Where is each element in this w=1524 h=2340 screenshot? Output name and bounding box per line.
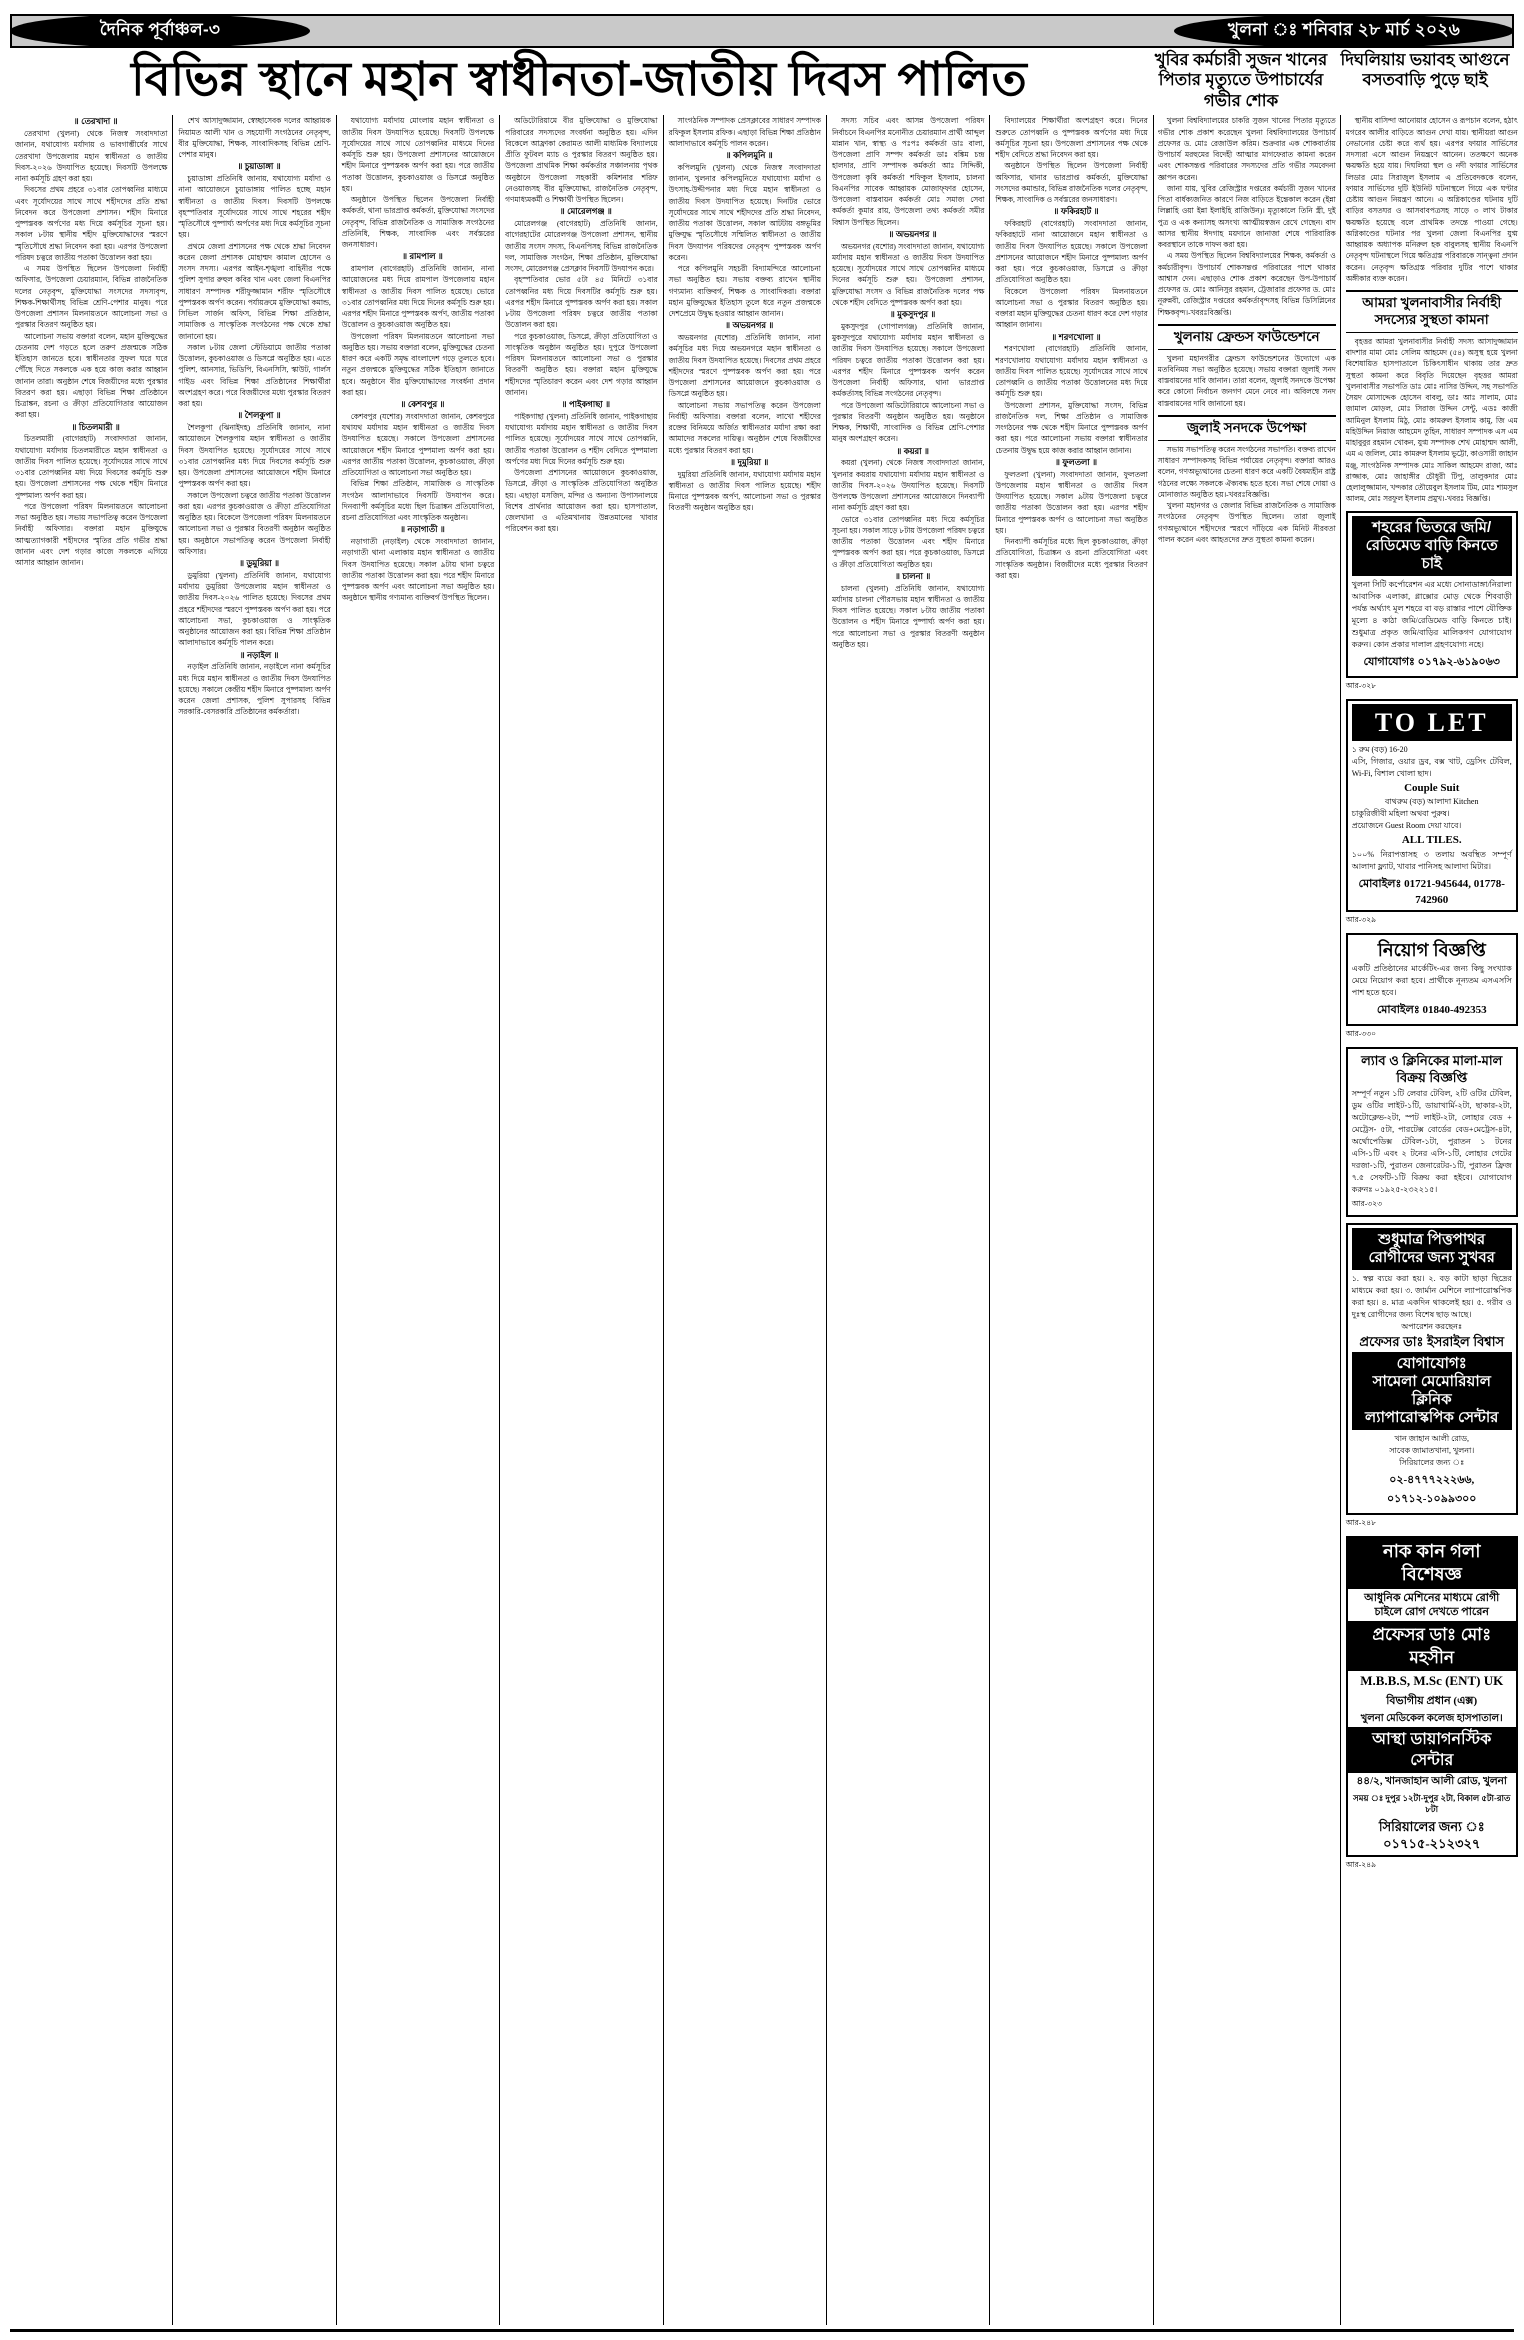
ad-ref-lab-clinic: আর-৩২৩	[1351, 1198, 1383, 1208]
paragraph: ১. স্বল্প ব্যয়ে করা হয়। ২. বড় কাটা ছাড়া ছিদ্রের মাধ্যমে করা হয়। ৩. জার্মান মেশিনে ল্যাপারোস্কপিক করা হয়। ৪. মাত্র একদিন থাকলেই হয়। ৫. গরীব ও দুঃস্থ রোগীদের জন্য বিশেষ ছাড় আছে।	[1351, 1273, 1512, 1319]
address-line: খান জাহান আলী রোড,	[1394, 1434, 1470, 1444]
column-text	[669, 115, 821, 513]
ad-gallstone-title	[1352, 1228, 1512, 1270]
ad-ent-post-1: বিভাগীয় প্রধান (এক্স)	[1386, 1694, 1478, 1707]
paragraph: নড়াইল প্রতিনিধি জানান, নড়াইলে নানা কর্মসূচির মধ্য দিয়ে মহান স্বাধীনতা ও জাতীয় দিবস উদযাপিত হয়েছে। সকালে কেন্দ্রীয় শহীদ মিনারে পুষ্পমাল্য অর্পণ করেন জেলা প্রশাসক, পুলিশ সুপারসহ বিভিন্ন সরকারি-বেসরকারি প্রতিষ্ঠানের কর্মকর্তারা।	[178, 662, 331, 717]
ad-ent-post-2: খুলনা মেডিকেল কলেজ হাসপাতাল।	[1348, 1710, 1516, 1728]
ad-to-let-title: TO LET	[1352, 704, 1512, 741]
paragraph: পরে উপজেলা পরিষদ মিলনায়তনে আলোচনা সভা অনুষ্ঠিত হয়। সভায় সভাপতিত্ব করেন উপজেলা নির্বাহী অফিসার। বক্তারা মহান মুক্তিযুদ্ধে আত্মত্যাগকারী শহীদদের স্মৃতির প্রতি গভীর শ্রদ্ধা জানান এবং দেশ গড়ার কাজে সকলকে এগিয়ে আসার আহ্বান জানান।	[15, 501, 168, 568]
paragraph: ফকিরহাট (বাগেরহাট) সংবাদদাতা জানান, ফকিরহাটে নানা আয়োজনে মহান স্বাধীনতা ও জাতীয় দিবস উদযাপিত হয়েছে। সকালে উপজেলা প্রশাসনের আয়োজনে শহীদ মিনারে পুষ্পমাল্য অর্পণ করা হয়। পরে কুচকাওয়াজ, ডিসপ্লে ও ক্রীড়া প্রতিযোগিতা অনুষ্ঠিত হয়।	[995, 219, 1148, 285]
paragraph: প্রয়োজনে Guest Room দেয়া যাবে।	[1351, 821, 1462, 831]
page-bottom-rule	[10, 2329, 1514, 2332]
side-headline-left: খুবির কর্মচারী সুজন খানের পিতার মৃত্যুতে উপাচার্যের গভীর শোক	[1154, 51, 1328, 110]
paragraph: খুলনা মহানগরীর ফ্রেন্ডস ফাউন্ডেশনের উদ্যোগে এক মতবিনিময় সভা অনুষ্ঠিত হয়েছে। সভায় বক্তারা জুলাই সনদ বাস্তবায়নের দাবি জানান। তারা বলেন, জুলাই সনদকে উপেক্ষা করে কোনো নির্বাচন জনগণ মেনে নেবে না। অবিলম্বে সনদ বাস্তবায়নের দাবি জানানো হয়।	[1157, 353, 1336, 408]
paragraph: রামপাল (বাগেরহাট) প্রতিনিধি জানান, নানা আয়োজনের মধ্য দিয়ে রামপাল উপজেলায় মহান স্বাধীনতা ও জাতীয় দিবস পালিত হয়েছে। ভোরে ৩১বার তোপধ্বনির মধ্য দিয়ে দিনের কর্মসূচি শুরু হয়। এরপর শহীদ মিনারে পুষ্পস্তবক অর্পণ, জাতীয় পতাকা উত্তোলন ও কুচকাওয়াজ অনুষ্ঠিত হয়।	[341, 264, 495, 330]
ad-to-let-phone[interactable]	[1352, 875, 1512, 906]
ad-ref-gallstone: আর-২৪৮	[1345, 1518, 1377, 1528]
ad-recruitment-body	[1352, 963, 1512, 999]
section-subhead: ॥ ফকিরহাট ॥	[1053, 206, 1099, 217]
column-text	[505, 115, 657, 534]
ad-to-let[interactable]	[1346, 699, 1518, 912]
paragraph: অভয়নগর (যশোর) সংবাদদাতা জানান, যথাযোগ্য মর্যাদায় মহান স্বাধীনতা ও জাতীয় দিবস উদযাপিত হয়েছে। সূর্যোদয়ের সাথে সাথে তোপধ্বনির মাধ্যমে দিনের কর্মসূচি শুরু হয়। উপজেলা প্রশাসন, মুক্তিযোদ্ধা সংসদ ও বিভিন্ন রাজনৈতিক দলের পক্ষ থেকে শহীদ বেদিতে পুষ্পস্তবক অর্পণ করা হয়।	[831, 241, 985, 307]
ad-ent-address: ৪৪/২, খানজাহান আলী রোড, খুলনা	[1356, 1776, 1507, 1788]
address-line: সাবেক জামাতখানা, খুলনা।	[1389, 1446, 1475, 1456]
ad-ent-sub	[1348, 1589, 1516, 1623]
paragraph: শরণখোলা (বাগেরহাট) প্রতিনিধি জানান, শরণখোলায় যথাযোগ্য মর্যাদায় মহান স্বাধীনতা ও জাতীয় দিবস পালিত হয়েছে। সূর্যোদয়ের সাথে সাথে তোপধ্বনি ও জাতীয় পতাকা উত্তোলনের মধ্য দিয়ে কর্মসূচি শুরু হয়।	[995, 344, 1148, 399]
paragraph: সভায় সভাপতিত্ব করেন সংগঠনের সভাপতি। বক্তব্য রাখেন সাধারণ সম্পাদকসহ বিভিন্ন পর্যায়ের নেতৃবৃন্দ। বক্তারা আরও বলেন, গণঅভ্যুত্থানের চেতনা ধারণ করে একটি বৈষম্যহীন রাষ্ট্র গঠনের লক্ষ্যে সকলকে ঐক্যবদ্ধ হতে হবে। সভা শেষে দোয়া ও মোনাজাত অনুষ্ঠিত হয়।-খবরঃবিজ্ঞপ্তি।	[1157, 444, 1336, 499]
column-text	[832, 115, 984, 650]
paragraph: ১ রুম (বড়) 16-20	[1351, 744, 1408, 754]
section-subhead: ॥ চুয়াডাঙ্গা ॥	[237, 161, 281, 172]
paragraph: এ সময় উপস্থিত ছিলেন বিশ্ববিদ্যালয়ের শিক্ষক, কর্মকর্তা ও কর্মচারীবৃন্দ। উপাচার্য শোকসন্তপ্ত পরিবারের পাশে থাকার আশ্বাস দেন। এছাড়াও শোক প্রকাশ করেছেন উপ-উপাচার্য প্রফেসর ড. মোঃ আনিসুর রহমান, ট্রেজারার প্রফেসর ড. মোঃ নূরুন্নবী, রেজিস্ট্রার দপ্তরের কর্মকর্তাবৃন্দসহ বিভিন্ন ডিসিপ্লিনের শিক্ষকবৃন্দ।-খবরঃবিজ্ঞপ্তি।	[1157, 251, 1336, 317]
rail-deck-headline-2: জুলাই সনদকে উপেক্ষা	[1158, 415, 1336, 441]
ad-ref-land-house: আর-৩২৮	[1345, 680, 1377, 690]
column-text	[995, 115, 1147, 581]
ad-lab-clinic[interactable]	[1346, 1047, 1518, 1217]
ad-recruitment[interactable]	[1346, 933, 1518, 1027]
rail-left-text-3	[1158, 444, 1336, 545]
phone-number[interactable]: 01778-742960	[1415, 877, 1505, 906]
paragraph: খুলনা সিটি কর্পোরেশন এর মধ্যে সোনাডাঙ্গা/নিরালা আবাসিক এলাকা, গ্লাক্সোর মোড় থেকে শিববাড়ী পর্যন্ত অর্থ্যাৎ মূল শহরে বা বড় রাস্তার পাশে যৌক্তিক মূল্যে ৪ কাঠা জমি/রেডিমেড বাড়ি কিনতে চাই। শুধুমাত্র প্রকৃত জমি/বাড়ির মালিকগণ যোগাযোগ করুন। কোন প্রকার দালাল গ্রহণযোগ্য নহে।	[1351, 579, 1512, 649]
paragraph: অডিটোরিয়ামে বীর মুক্তিযোদ্ধা ও মুক্তিযোদ্ধা পরিবারের সদস্যদের সংবর্ধনা অনুষ্ঠিত হয়। এদিন বিকেলে আফ্রাকা কেরামত আলী মাধ্যমিক বিদ্যালয়ে প্রীতি ফুটবল ম্যাচ ও পুরস্কার বিতরণ অনুষ্ঠিত হয়। উপজেলা প্রাথমিক শিক্ষা কর্মকর্তার সঞ্চালনায় পৃথক অনুষ্ঠানে উপজেলা সহকারী কমিশনার শরিফ নেওয়াজসহ বীর মুক্তিযোদ্ধা, রাজনৈতিক নেতৃবৃন্দ, গণমাধ্যমকর্মী ও শিক্ষার্থী উপস্থিত ছিলেন।	[505, 116, 658, 205]
address-line: সিরিয়ালের জন্য ঃ	[1399, 1458, 1465, 1468]
ad-title-line: শুধুমাত্র পিত্তপাথর	[1378, 1230, 1486, 1248]
paragraph: মোরেলগঞ্জ (বাগেরহাট) প্রতিনিধি জানান, বাগেরহাটের মোরেলগঞ্জ উপজেলা প্রশাসন, স্থানীয় জাতীয় সংসদ সদস্য, বিএনপিসহ বিভিন্ন রাজনৈতিক দল, সামাজিক সংগঠন, শিক্ষা প্রতিষ্ঠান, মুক্তিযোদ্ধা সংসদ, মোরেলগঞ্জ প্রেসক্লাব দিবসটি উদযাপন করে।	[505, 219, 658, 274]
section-subhead: ॥ কয়রা ॥	[896, 445, 929, 456]
paragraph: সকাল ৮টায় জেলা স্টেডিয়ামে জাতীয় পতাকা উত্তোলন, কুচকাওয়াজ ও ডিসপ্লে অনুষ্ঠিত হয়। এতে পুলিশ, আনসার, ভিডিপি, বিএনসিসি, স্কাউট, গার্লস গাইড এবং বিভিন্ন শিক্ষা প্রতিষ্ঠানের শিক্ষার্থীরা অংশগ্রহণ করে। পরে বিজয়ীদের মধ্যে পুরস্কার বিতরণ করা হয়।	[178, 342, 331, 409]
paragraph: অভয়নগর (যশোর) প্রতিনিধি জানান, নানা কর্মসূচির মধ্য দিয়ে অভয়নগরে মহান স্বাধীনতা ও জাতীয় দিবস উদযাপিত হয়েছে। দিবসের প্রথম প্রহরে শহীদদের স্মরণে পুষ্পস্তবক অর্পণ করা হয়। পরে উপজেলা প্রশাসনের আয়োজনে কুচকাওয়াজ ও ডিসপ্লে অনুষ্ঠিত হয়।	[668, 333, 821, 399]
paragraph: চুয়াডাঙ্গা প্রতিনিধি জানায়, যথাযোগ্য মর্যাদা ও নানা আয়োজনে চুয়াডাঙ্গায় পালিত হচ্ছে মহান স্বাধীনতা ও জাতীয় দিবস। দিবসটি উপলক্ষে বৃহস্পতিবার সূর্যোদয়ের সাথে সাথে শহরের শহীদ স্মৃতিসৌধে পুষ্পার্ঘ্য অর্পণের মধ্য দিয়ে কর্মসূচির সূচনা হয়।	[178, 174, 331, 240]
rail-column-right	[1340, 115, 1518, 2325]
rail-deck-headline-3: আমরা খুলনাবাসীর নির্বাহী সদস্যের সুস্থতা কামনা	[1346, 290, 1518, 333]
text-column	[500, 115, 663, 2325]
ad-recruitment-phone[interactable]: মোবাইলঃ 01840-492353	[1376, 1004, 1487, 1017]
paragraph: ১০০% নিরাপত্তাসহ ৩ তলায় অবস্থিত সম্পূর্ণ আলাদা ফ্ল্যাট, খাবার পানিসহ আলাদা মিটার।	[1351, 849, 1512, 871]
rail-right-text-2	[1346, 336, 1518, 505]
contact-line: যোগাযোগঃ	[1396, 1355, 1467, 1373]
paragraph: এ সময় উপস্থিত ছিলেন উপজেলা নির্বাহী অফিসার, উপজেলা চেয়ারম্যান, বিভিন্ন রাজনৈতিক দলের নেতৃবৃন্দ, মুক্তিযোদ্ধা সংসদের সদস্যবৃন্দ, শিক্ষক-শিক্ষার্থীসহ বিভিন্ন শ্রেণি-পেশার মানুষ। পরে উপজেলা প্রশাসন মিলনায়তনে আলোচনা সভা ও পুরস্কার বিতরণ অনুষ্ঠিত হয়।	[15, 264, 168, 330]
masthead-title-pill: দৈনিক পূর্বাঞ্চল-৩	[10, 14, 310, 48]
paragraph: ফুলতলা (খুলনা) সংবাদদাতা জানান, ফুলতলা উপজেলায় মহান স্বাধীনতা ও জাতীয় দিবস উদযাপিত হয়েছে। সকাল ৯টায় উপজেলা চত্বরে জাতীয় পতাকা উত্তোলন করা হয়। এরপর শহীদ মিনারে পুষ্পস্তবক অর্পণ ও আলোচনা সভা অনুষ্ঠিত হয়।	[995, 469, 1148, 535]
paragraph: সদস্য সচিব এবং আসন্ন উপজেলা পরিষদ নির্বাচনে বিএনপির মনোনীত চেয়ারম্যান প্রার্থী আব্দুল মান্নান খান, স্বাস্থ্য ও পঃপঃ কর্মকর্তা ডাঃ বালা, উপজেলা প্রাণি সম্পদ কর্মকর্তা ডাঃ বঙ্কিম চন্দ্র হালদার, প্রাণি সম্পাদক কর্মকর্তা আঃ সিদ্দিকী, উপজেলা কৃষি কর্মকর্তা শফিকুল ইসলাম, চালনা বিএনপির সাবেক আহ্বায়ক মোজাফ্ফার হোসেন, উপজেলা বাস্তবায়ন কর্মকর্তা মোঃ সমাজ সেবা কর্মকর্তা কুমার রায়, উপজেলা তথ্য কর্মকর্তা সমীর বিশ্বাস উপস্থিত ছিলেন।	[831, 116, 985, 227]
paragraph: বিদ্যালয়ের শিক্ষার্থীরা অংশগ্রহণ করে। দিনের শুরুতে তোপধ্বনি ও পুষ্পস্তবক অর্পণের মধ্য দিয়ে কর্মসূচির সূচনা হয়। উপজেলা প্রশাসনের পক্ষ থেকে শহীদ বেদিতে শ্রদ্ধা নিবেদন করা হয়।	[995, 116, 1148, 160]
paragraph: দুমুরিয়া প্রতিনিধি জানান, যথাযোগ্য মর্যাদায় মহান স্বাধীনতা ও জাতীয় দিবস পালিত হয়েছে। শহীদ মিনারে পুষ্পস্তবক অর্পণ, আলোচনা সভা ও পুরস্কার বিতরণী অনুষ্ঠান অনুষ্ঠিত হয়।	[668, 469, 821, 513]
ad-gallstone-doctor: প্রফেসর ডাঃ ইসরাইল বিশ্বাস	[1359, 1333, 1505, 1349]
page-body	[10, 115, 1518, 2325]
paragraph: অনুষ্ঠানে উপস্থিত ছিলেন উপজেলা নির্বাহী কর্মকর্তা, থানা ভারপ্রাপ্ত কর্মকর্তা, মুক্তিযোদ্ধা সংসদের নেতৃবৃন্দ, বিভিন্ন রাজনৈতিক ও সামাজিক সংগঠনের প্রতিনিধি, শিক্ষক, সাংবাদিক এবং সর্বস্তরের জনসাধারণ।	[341, 195, 495, 250]
section-subhead: ॥ কেশবপুর ॥	[400, 399, 445, 410]
ad-ent-doctor: প্রফেসর ডাঃ মোঃ মহসীন	[1348, 1622, 1516, 1670]
section-subhead: ॥ ফুলতলা ॥	[1055, 456, 1097, 467]
paragraph: পরে উপজেলা অডিটোরিয়ামে আলোচনা সভা ও পুরস্কার বিতরণী অনুষ্ঠান অনুষ্ঠিত হয়। অনুষ্ঠানে শিক্ষক, শিক্ষার্থী, সাংবাদিক ও বিভিন্ন শ্রেণি-পেশার মানুষ অংশগ্রহণ করেন।	[831, 400, 985, 444]
paragraph: বাথরুম (বড়) আলাদা Kitchen	[1384, 797, 1479, 807]
text-column	[664, 115, 827, 2325]
section-subhead: ॥ মুকসুদপুর ॥	[890, 309, 936, 320]
paragraph: একটি প্রতিষ্ঠানের মার্কেটিং-এর জন্য কিছু সংখ্যাক মেয়ে নিয়োগ করা হবে। প্রার্থীকে নূন্যতম এসএসসি পাশ হতে হবে।	[1351, 964, 1512, 998]
paragraph: প্রথমে জেলা প্রশাসনের পক্ষ থেকে শ্রদ্ধা নিবেদন করেন জেলা প্রশাসক মোহাম্মদ কামাল হোসেন ও সংসদ সদস্য। এরপর আইন-শৃঙ্খলা বাহিনীর পক্ষে পুলিশ সুপার রুহুল কবির খান এবং জেলা বিএনপির সাধারণ সম্পাদক শরীফুজ্জামান শরীফ স্মৃতিসৌধে পুষ্পস্তবক অর্পণ করেন। পর্যায়ক্রমে মুক্তিযোদ্ধা কমান্ড, সিভিল সার্জন অফিস, বিভিন্ন শিক্ষা প্রতিষ্ঠান, সামাজিক ও সাংস্কৃতিক সংগঠনের পক্ষ থেকে শ্রদ্ধা জানানো হয়।	[178, 241, 331, 341]
ad-ref-recruitment: আর-৩৩০	[1345, 1029, 1377, 1039]
paragraph: শেখ আসাদুজ্জামান, স্বেচ্ছাসেবক দলের আহ্বায়ক নিয়ামত আলী খান ও সহযোগী সংগঠনের নেতৃবৃন্দ, বীর মুক্তিযোদ্ধা, শিক্ষক, সাংবাদিকসহ বিভিন্ন শ্রেণি-পেশার মানুষ।	[178, 116, 331, 160]
ad-land-house-title	[1352, 516, 1512, 576]
rail-right-text	[1346, 115, 1518, 284]
paragraph: মুকসুদপুর (গোপালগঞ্জ) প্রতিনিধি জানান, মুকসুদপুরে যথাযোগ্য মর্যাদায় মহান স্বাধীনতা ও জাতীয় দিবস উদযাপিত হয়েছে। সকালে উপজেলা পরিষদ চত্বরে জাতীয় পতাকা উত্তোলন করা হয়। এরপর শহীদ মিনারে পুষ্পস্তবক অর্পণ করেন উপজেলা নির্বাহী অফিসার, থানা ভারপ্রাপ্ত কর্মকর্তাসহ বিভিন্ন সংগঠনের নেতৃবৃন্দ।	[831, 321, 985, 399]
paragraph: কেশবপুর (যশোর) সংবাদদাতা জানান, কেশবপুরে যথাযথ মর্যাদায় মহান স্বাধীনতা ও জাতীয় দিবস উদযাপিত হয়েছে। সকালে উপজেলা প্রশাসনের আয়োজনে শহীদ মিনারে পুষ্পমাল্য অর্পণ করা হয়। এরপর জাতীয় পতাকা উত্তোলন, কুচকাওয়াজ, ক্রীড়া প্রতিযোগিতা ও আলোচনা সভা অনুষ্ঠিত হয়।	[341, 411, 495, 478]
ad-ent-time: সময় ঃ দুপুর ১২টা-দুপুর ২টা, বিকাল ৫টা-রাত ৮টা	[1353, 1793, 1511, 1815]
paragraph: সম্পূর্ণ নতুন ১টি লেবার টেবিল, ২টি ওটির টেবিল, ডুম ওটির লাইট-১টি, ডায়াখার্মি-২টা, ছাকার-২টা, অটোক্লেভ-২টা, স্পট লাইট-২টা, লোহার বেড + মেট্রেস- ৫টা, পারটেক্স বোর্ডের বেড+মেট্রেস-৪টা, অর্থোপেডিক্স টেবিল-১টা, পুরাতন ১ টনের এসি-১টি এবং ২ টনের এসি-১টি, লোহার গেটের দরজা-১টি, পুরাতন জেনারেটর-১টি, পুরাতন ফ্রিজ ৭.৫ সেফটি-১টি বিক্রয় করা হইবে। যোগাযোগ করুনঃ ০১৯২৫-২৩২২১৫।	[1351, 1088, 1512, 1194]
section-subhead: ॥ ডুমুরিয়া ॥	[239, 558, 279, 569]
paragraph: কপিলমুনি (খুলনা) থেকে নিজস্ব সংবাদদাতা জানান, খুলনার কপিলমুনিতে যথাযোগ্য মর্যাদা ও উৎসাহ-উদ্দীপনার মধ্য দিয়ে মহান স্বাধীনতা ও জাতীয় দিবস উদযাপিত হয়েছে। দিনটির ভোরে সূর্যোদয়ের সাথে সাথে শহীদদের প্রতি শ্রদ্ধা নিবেদন, জাতীয় পতাকা উত্তোলন, সকাল আটটায় বঙ্গভূমির মুক্তিযুদ্ধ স্মৃতিসৌধে সম্মিলিত স্বাধীনতা ও জাতীয় দিবস উদযাপন পরিষদের নেতৃবৃন্দ পুষ্পস্তবক অর্পণ করেন।	[668, 162, 821, 262]
ad-title-line: রোগীদের জন্য সুখবর	[1368, 1248, 1495, 1266]
paragraph: ভোরে ৩১বার তোপধ্বনির মধ্য দিয়ে কর্মসূচির সূচনা হয়। সকাল সাড়ে ৮টায় উপজেলা পরিষদ চত্বরে জাতীয় পতাকা উত্তোলন এবং শহীদ মিনারে পুষ্পস্তবক অর্পণ করা হয়। পরে কুচকাওয়াজ, ডিসপ্লে ও ক্রীড়া প্রতিযোগিতা অনুষ্ঠিত হয়।	[831, 514, 985, 569]
masthead-bar	[10, 14, 1514, 48]
ad-ref-to-let: আর-৩২৯	[1345, 914, 1377, 924]
phone-number[interactable]: 01721-945644,	[1404, 877, 1472, 890]
rail-deck-headline-1: খুলনায় ফ্রেন্ডস ফাউন্ডেশনে	[1158, 324, 1336, 350]
section-subhead: ॥ শরণখোলা ॥	[1051, 331, 1101, 342]
paragraph: দিনব্যাপী কর্মসূচির মধ্যে ছিল কুচকাওয়াজ, ক্রীড়া প্রতিযোগিতা, চিত্রাঙ্কন ও রচনা প্রতিযোগিতা এবং সাংস্কৃতিক অনুষ্ঠান। বিজয়ীদের মধ্যে পুরস্কার বিতরণ করা হয়।	[995, 537, 1148, 580]
contact-line: ল্যাপারোস্কপিক সেন্টার	[1365, 1409, 1499, 1427]
paragraph: সকালে উপজেলা চত্বরে জাতীয় পতাকা উত্তোলন করা হয়। এরপর কুচকাওয়াজ ও ক্রীড়া প্রতিযোগিতা অনুষ্ঠিত হয়। বিকেলে উপজেলা পরিষদ মিলনায়তনে আলোচনা সভা ও পুরস্কার বিতরণী অনুষ্ঠান অনুষ্ঠিত হয়। অনুষ্ঠানে সভাপতিত্ব করেন উপজেলা নির্বাহী অফিসার।	[178, 490, 331, 556]
section-subhead: ॥ কপিলমুনি ॥	[725, 150, 773, 161]
paragraph: খুলনা মহানগর ও জেলার বিভিন্ন রাজনৈতিক ও সামাজিক সংগঠনের নেতৃবৃন্দ উপস্থিত ছিলেন। তারা জুলাই গণঅভ্যুত্থানে শহীদদের স্মরণে দাঁড়িয়ে এক মিনিট নীরবতা পালন করেন এবং আহতদের দ্রুত সুস্থতা কামনা করেন।	[1157, 501, 1336, 544]
paragraph: এসি, গিজার, ওয়ার ড্রব, বক্স খাট, ড্রেসিং টেবিল, Wi-Fi, বিশাল খোলা ছাদ।	[1351, 756, 1512, 778]
rail-column-left	[1158, 115, 1336, 2325]
ad-ent-title: নাক কান গলা বিশেষজ্ঞ	[1348, 1538, 1516, 1589]
rail-left-text	[1158, 115, 1336, 318]
main-columns	[10, 115, 1154, 2325]
ad-lab-clinic-body	[1352, 1088, 1512, 1196]
column-text	[342, 115, 494, 603]
column-text	[15, 115, 167, 568]
paragraph: উপজেলা পরিষদ মিলনায়তনে আলোচনা সভা অনুষ্ঠিত হয়। সভায় বক্তারা বলেন, মুক্তিযুদ্ধের চেতনা ধারণ করে একটি সমৃদ্ধ বাংলাদেশ গড়ে তুলতে হবে। নতুন প্রজন্মকে মুক্তিযুদ্ধের সঠিক ইতিহাস জানাতে হবে। অনুষ্ঠানে বীর মুক্তিযোদ্ধাদের সংবর্ধনা প্রদান করা হয়।	[341, 331, 495, 397]
section-subhead: ॥ চালনা ॥	[895, 570, 931, 581]
masthead-date-pill: খুলনা ঃ শনিবার ২৮ মার্চ ২০২৬	[1174, 14, 1514, 48]
paragraph: কয়রা (খুলনা) থেকে নিজস্ব সংবাদদাতা জানান, খুলনার কয়রায় যথাযোগ্য মর্যাদায় মহান স্বাধীনতা ও জাতীয় দিবস-২০২৬ উদযাপিত হয়েছে। দিবসটি উপলক্ষে উপজেলা প্রশাসনের আয়োজনে দিনব্যাপী নানা কর্মসূচি গ্রহণ করা হয়।	[831, 458, 985, 513]
section-subhead: ॥ নড়াইল ॥	[239, 649, 279, 660]
paragraph: দিবসের প্রথম প্রহরে ৩১বার তোপধ্বনির মাধ্যমে এবং সূর্যোদয়ের সাথে সাথে শহীদদের প্রতি শ্রদ্ধা নিবেদন করে উপজেলা প্রশাসন। শহীদ মিনারে পুষ্পস্তবক অর্পণের মধ্য দিয়ে কর্মসূচির সূচনা হয়। সকাল ৮টায় স্থানীয় শহীদ মুক্তিযোদ্ধাদের স্মরণে স্মৃতিসৌধে শ্রদ্ধা নিবেদন করা হয়। এরপর উপজেলা পরিষদ চত্বরে জাতীয় পতাকা উত্তোলন করা হয়।	[15, 185, 168, 262]
ad-ent-center: আস্থা ডায়াগনস্টিক সেন্টার	[1348, 1728, 1516, 1774]
section-subhead: ॥ অভয়নগর ॥	[725, 320, 774, 331]
paragraph: শৈলকুপা (ঝিনাইদহ) প্রতিনিধি জানান, নানা আয়োজনে শৈলকুপায় মহান স্বাধীনতা ও জাতীয় দিবস উদযাপিত হয়েছে। সূর্যোদয়ের সাথে সাথে ৩১বার তোপধ্বনির মধ্য দিয়ে দিবসের কর্মসূচি শুরু হয়। উপজেলা প্রশাসনের আয়োজনে শহীদ মিনারে পুষ্পস্তবক অর্পণ করা হয়।	[178, 423, 331, 489]
ad-title-line: ল্যাব ও ক্লিনিকের মালা-মাল	[1361, 1053, 1503, 1069]
paragraph: চাকুরিজীবী মহিলা অথবা পুরুষ।	[1351, 809, 1450, 819]
ad-gallstone-phone[interactable]: ০২-৪৭৭৭২২২৬৬, ০১৭১২-১০৯৯৩০০	[1387, 1474, 1477, 1506]
ad-all-tiles-label: ALL TILES.	[1401, 834, 1462, 847]
ad-ent-degree: M.B.B.S, M.Sc (ENT) UK	[1360, 1672, 1504, 1688]
ad-title-line: বিক্রয় বিজ্ঞপ্তি	[1396, 1069, 1468, 1085]
contact-line: সামেলা মেমোরিয়াল ক্লিনিক	[1372, 1373, 1491, 1409]
ad-to-let-body	[1352, 744, 1512, 873]
paragraph: চালনা (খুলনা) প্রতিনিধি জানান, যথাযোগ্য মর্যাদায় চালনা পৌরসভায় মহান স্বাধীনতা ও জাতীয় দিবস পালিত হয়েছে। সকাল ৮টায় জাতীয় পতাকা উত্তোলন ও শহীদ মিনারে পুষ্পার্ঘ্য অর্পণ করা হয়। পরে আলোচনা সভা ও পুরস্কার বিতরণী অনুষ্ঠান অনুষ্ঠিত হয়।	[831, 583, 985, 649]
paragraph: জানা যায়, খুবির রেজিস্ট্রার দপ্তরের কর্মচারী সুজন খানের পিতা বার্ধক্যজনিত কারণে নিজ বাড়িতে ইন্তেকাল করেন (ইন্না লিল্লাহি ওয়া ইন্না ইলাইহি রাজিউন)। মৃত্যুকালে তিনি স্ত্রী, দুই পুত্র ও এক কন্যাসহ অসংখ্য আত্মীয়স্বজন রেখে গেছেন। বাদ আসর স্থানীয় ঈদগাহ ময়দানে জানাজা শেষে পারিবারিক কবরস্থানে তাকে দাফন করা হয়।	[1157, 183, 1336, 250]
ad-land-house-body	[1352, 579, 1512, 651]
section-subhead: ॥ পাইকগাছা ॥	[561, 399, 610, 410]
paragraph: তেরখাদা (খুলনা) থেকে নিজস্ব সংবাদদাতা জানান, যথাযোগ্য মর্যাদায় ও ভাবগাম্ভীর্যের সাথে তেরখাদা উপজেলায় মহান স্বাধীনতা ও জাতীয় দিবস-২০২৬ উদযাপিত হয়েছে। দিবসটি উপলক্ষে নানা কর্মসূচি গ্রহণ করা হয়।	[15, 129, 168, 184]
paragraph: পরে কপিলমুনি সহচরী বিদ্যামন্দিরে আলোচনা সভা অনুষ্ঠিত হয়। সভায় বক্তব্য রাখেন স্থানীয় গণ্যমান্য ব্যক্তিবর্গ, শিক্ষক ও সাংবাদিকরা। বক্তারা মহান মুক্তিযুদ্ধের ইতিহাস তুলে ধরে নতুন প্রজন্মকে দেশপ্রেমে উদ্বুদ্ধ হওয়ার আহ্বান জানান।	[668, 264, 821, 319]
text-column	[10, 115, 173, 2325]
paragraph: স্থানীয় বাসিন্দা আনোয়ার হোসেন ও রূপচান বলেন, হঠাৎ মগরেব আলীর বাড়িতে আগুন দেখা যায়। স্থানীয়রা আগুন নেভানোর চেষ্টা করে ব্যর্থ হয়। এরপর ফায়ার সার্ভিসের সদস্যরা এসে আগুন নিয়ন্ত্রণে আনেন। ততক্ষণে অনেক ক্ষয়ক্ষতি হয়ে যায়। দিঘলিয়া স্থল ও নদী ফায়ার সার্ভিসের লিডার মোঃ সিরাজুল ইসলাম এ প্রতিবেদককে বলেন, ফায়ার সার্ভিসের দুটি ইউনিট ঘটনাস্থলে গিয়ে এক ঘণ্টার চেষ্টায় আগুন নিয়ন্ত্রণ আনে। এ অগ্নিকাণ্ডের ঘটনায় দুটি বাড়ির বসতঘর ও আসবাবপত্রসহ সাড়ে ৩ লাখ টাকার ক্ষয়ক্ষতি হয়েছে বলে প্রাথমিক তদন্তে পাওয়া গেছে। অগ্নিকাণ্ডের ঘটনার পর খুলনা জেলা বিএনপির যুগ্ম আহ্বায়ক অধ্যাপক মনিরুল হক বাবুলসহ স্থানীয় বিএনপি নেতৃবৃন্দ ঘটনাস্থলে গিয়ে ক্ষতিগ্রস্ত পরিবারকে সান্ত্বনা প্রদান করেন। নেতৃবৃন্দ ক্ষতিগ্রস্ত পরিবার দুটির পাশে থাকার অঙ্গীকার ব্যক্ত করেন।	[1345, 116, 1518, 283]
paragraph: চিতলমারী (বাগেরহাট) সংবাদদাতা জানান, যথাযোগ্য মর্যাদায় চিতলমারীতে মহান স্বাধীনতা ও জাতীয় দিবস পালিত হয়েছে। সূর্যোদয়ের সাথে সাথে ৩১বার তোপধ্বনির মধ্য দিয়ে দিবসের কর্মসূচি শুরু হয়। উপজেলা প্রশাসনের পক্ষ থেকে শহীদ মিনারে পুষ্পমাল্য অর্পণ করা হয়।	[15, 434, 168, 500]
paragraph: নড়াগাতী (নড়াইল) থেকে সংবাদদাতা জানান, নড়াগাতী থানা এলাকায় মহান স্বাধীনতা ও জাতীয় দিবস উদযাপিত হয়েছে। সকাল ৯টায় থানা চত্বরে জাতীয় পতাকা উত্তোলন করা হয়। পরে শহীদ মিনারে পুষ্পস্তবক অর্পণ এবং আলোচনা সভা অনুষ্ঠিত হয়। অনুষ্ঠানে স্থানীয় গণ্যমান্য ব্যক্তিবর্গ উপস্থিত ছিলেন।	[341, 537, 495, 603]
paragraph: উপজেলা প্রশাসন, মুক্তিযোদ্ধা সংসদ, বিভিন্ন রাজনৈতিক দল, শিক্ষা প্রতিষ্ঠান ও সামাজিক সংগঠনের পক্ষ থেকে শহীদ মিনারে পুষ্পস্তবক অর্পণ করা হয়। পরে আলোচনা সভায় বক্তারা স্বাধীনতার চেতনায় উদ্বুদ্ধ হয়ে কাজ করার আহ্বান জানান।	[995, 400, 1148, 455]
phone-label: মোবাইলঃ	[1358, 877, 1402, 890]
text-column	[990, 115, 1153, 2325]
paragraph: আলোচনা সভায় বক্তারা বলেন, মহান মুক্তিযুদ্ধের চেতনায় দেশ গড়তে হলে তরুণ প্রজন্মকে সঠিক ইতিহাস জানতে হবে। স্বাধীনতার সুফল ঘরে ঘরে পৌঁছে দিতে সকলকে এক হয়ে কাজ করার আহ্বান জানান তারা। অনুষ্ঠান শেষে বিজয়ীদের মধ্যে পুরস্কার বিতরণ করা হয়। এছাড়া বিভিন্ন শিক্ষা প্রতিষ্ঠানে চিত্রাঙ্কন, রচনা ও ক্রীড়া প্রতিযোগিতার আয়োজন করা হয়।	[15, 331, 168, 420]
ad-couple-suit-label: Couple Suit	[1404, 781, 1460, 794]
ad-land-house-phone[interactable]: যোগাযোগঃ ০১৭৯২-৬১৯০৬৩	[1363, 655, 1500, 668]
paragraph: উপজেলা প্রশাসনের আয়োজনে কুচকাওয়াজ, ডিসপ্লে, ক্রীড়া ও সাংস্কৃতিক প্রতিযোগিতা অনুষ্ঠিত হয়। এছাড়া মসজিদ, মন্দির ও অন্যান্য উপাসনালয়ে বিশেষ প্রার্থনার আয়োজন করা হয়। হাসপাতাল, জেলখানা ও এতিমখানায় উন্নতমানের খাবার পরিবেশন করা হয়।	[505, 468, 658, 534]
paragraph: পাইকগাছা (খুলনা) প্রতিনিধি জানান, পাইকগাছায় যথাযোগ্য মর্যাদায় মহান স্বাধীনতা ও জাতীয় দিবস পালিত হয়েছে। সূর্যোদয়ের সাথে সাথে তোপধ্বনি, জাতীয় পতাকা উত্তোলন ও শহীদ বেদিতে পুষ্পমাল্য অর্পণের মধ্য দিয়ে দিনের কর্মসূচি শুরু হয়।	[505, 411, 658, 466]
paragraph: বিভিন্ন শিক্ষা প্রতিষ্ঠান, সামাজিক ও সাংস্কৃতিক সংগঠন আলাদাভাবে দিবসটি উদযাপন করে। দিনব্যাপী কর্মসূচির মধ্যে ছিল চিত্রাঙ্কন প্রতিযোগিতা, রচনা প্রতিযোগিতা এবং সাংস্কৃতিক অনুষ্ঠান।	[341, 479, 495, 523]
section-subhead: ॥ শৈলকুপা ॥	[237, 410, 281, 421]
ad-gallstone-address	[1352, 1433, 1512, 1469]
ad-gallstone[interactable]	[1346, 1223, 1518, 1515]
rail-left-text-2	[1158, 353, 1336, 409]
section-subhead: ॥ দুমুরিয়া ॥	[730, 456, 769, 467]
section-subhead: ॥ মোরেলগঞ্জ ॥	[559, 206, 612, 217]
paragraph: বৃহস্পতিবার ভোর ৫টা ৪৫ মিনিটে ৩১বার তোপধ্বনির মধ্য দিয়ে দিবসটির কর্মসূচি শুরু হয়। এরপর শহীদ মিনারে পুষ্পস্তবক অর্পণ করা হয়। সকাল ৮টায় উপজেলা পরিষদ চত্বরে জাতীয় পতাকা উত্তোলন করা হয়।	[505, 275, 658, 330]
column-text	[178, 115, 330, 717]
ad-title-line: রেডিমেড বাড়ি কিনতে চাই	[1365, 536, 1498, 572]
section-subhead: ॥ নড়াগাতী ॥	[400, 524, 445, 535]
ad-recruitment-title: নিয়োগ বিজ্ঞপ্তি	[1377, 939, 1486, 960]
page-title: বিভিন্ন স্থানে মহান স্বাধীনতা-জাতীয় দিবস পালিত	[131, 52, 1027, 105]
ad-gallstone-body	[1352, 1273, 1512, 1333]
side-headlines	[1148, 50, 1514, 111]
text-column	[337, 115, 500, 2325]
ad-lab-clinic-title	[1352, 1053, 1512, 1086]
paragraph: বৃহত্তর আমরা খুলনাবাসীর নির্বাহী সদস্য আসাদুজ্জামান বাদশার মামা মোঃ সেলিম আহমেদ (৫৪) অসুস্থ হয়ে খুলনা বিশেষায়িত হাসপাতালে চিকিৎসাধীন থাকায় তার দ্রুত সুস্থতা কামনা করে বিবৃতি দিয়েছেন বৃহত্তর আমরা খুলনাবাসীর সভাপতি ডাঃ মোঃ নাসির উদ্দিন, সহ সভাপতি সৈয়দ মোসাদ্দেক হোসেন বাবলু, ডাঃ আঃ সালাম, মোঃ জামাল মোড়ল, মোঃ সিরাজ উদ্দিন সেন্টু, এডঃ কাজী আমিনুল ইসলাম মিঠু, মোঃ কামরুল ইসলাম কামু, জি এম মহিউদ্দিন নিয়াজ আহমেদ তুহিন, সাধারণ সম্পাদক এস এম মাহাবুবুর রহমান খোকন, যুগ্ম সম্পাদক শেখ মোহাম্মদ আলী, এম এ জলিল, মোঃ কামরুল ইসলাম ভুট্টো, কাওসারী জাহান মঞ্জু, সাংগঠনিক সম্পাদক মোঃ সাকিল আহমেদ রাজা, আঃ রাজ্জাক, মোঃ জাহাঙ্গীর চৌধুরী টিপু, তালুকদার মোঃ হেলালুজ্জামান, খন্দকার তৌয়েবুল ইসলাম টিম, মোঃ শামসুল আলম, মোঃ সরফুল ইসলাম প্রমুখ।-খবরঃ বিজ্ঞপ্তি।	[1345, 336, 1518, 504]
ad-operation-label: অপারেশন করছেনঃ	[1401, 1321, 1463, 1331]
section-subhead: ॥ অভয়নগর ॥	[888, 228, 937, 239]
side-headline-right: দিঘলিয়ায় ভয়াবহ আগুনে বসতবাড়ি পুড়ে ছাই	[1340, 51, 1510, 90]
headline-zone	[10, 50, 1514, 111]
paragraph: আলোচনা সভায় সভাপতিত্ব করেন উপজেলা নির্বাহী অফিসার। বক্তারা বলেন, লাখো শহীদের রক্তের বিনিময়ে অর্জিত স্বাধীনতার মর্যাদা রক্ষা করা আমাদের সকলের দায়িত্ব। অনুষ্ঠান শেষে বিজয়ীদের মধ্যে পুরস্কার বিতরণ করা হয়।	[668, 400, 821, 455]
text-column	[173, 115, 336, 2325]
section-subhead: ॥ রামপাল ॥	[402, 251, 443, 262]
section-subhead: ॥ চিতলমারী ॥	[71, 421, 120, 432]
ad-ent[interactable]	[1346, 1536, 1518, 1857]
ad-title-line: শহরের ভিতরে জমি/	[1372, 518, 1492, 536]
paragraph: ডুমুরিয়া (খুলনা) প্রতিনিধি জানান, যথাযোগ্য মর্যাদায় ডুমুরিয়া উপজেলায় মহান স্বাধীনতা ও জাতীয় দিবস-২০২৬ পালিত হয়েছে। দিবসের প্রথম প্রহরে শহীদদের স্মরণে পুষ্পস্তবক অর্পণ করা হয়। পরে আলোচনা সভা, কুচকাওয়াজ ও সাংস্কৃতিক অনুষ্ঠানের আয়োজন করা হয়। বিভিন্ন শিক্ষা প্রতিষ্ঠান আলাদাভাবে কর্মসূচি পালন করে।	[178, 570, 331, 648]
text-column	[827, 115, 990, 2325]
paragraph: খুলনা বিশ্ববিদ্যালয়ের চাকরি সুজন খানের পিতার মৃত্যুতে গভীর শোক প্রকাশ করেছেন খুলনা বিশ্ববিদ্যালয়ের উপাচার্য প্রফেসর ড. মোঃ রেজাউল করিম। শুক্রবার এক শোকবার্তায় উপাচার্য মরহুমের বিদেহী আত্মার মাগফেরাত কামনা করেন এবং শোকসন্তপ্ত পরিবারের সদস্যদের প্রতি গভীর সমবেদনা জ্ঞাপন করেন।	[1157, 116, 1336, 182]
paragraph: পরে কুচকাওয়াজ, ডিসপ্লে, ক্রীড়া প্রতিযোগিতা ও সাংস্কৃতিক অনুষ্ঠান অনুষ্ঠিত হয়। দুপুরে উপজেলা পরিষদ মিলনায়তনে আলোচনা সভা ও পুরস্কার বিতরণী অনুষ্ঠিত হয়। বক্তারা মহান মুক্তিযুদ্ধে শহীদদের স্মৃতিচারণ করেন এবং দেশ গড়ার আহ্বান জানান।	[505, 331, 658, 397]
ad-gallstone-contact	[1352, 1352, 1512, 1430]
paragraph: বিকেলে উপজেলা পরিষদ মিলনায়তনে আলোচনা সভা ও পুরস্কার বিতরণ অনুষ্ঠিত হয়। বক্তারা মহান মুক্তিযুদ্ধের চেতনা ধারণ করে দেশ গড়ার আহ্বান জানান।	[995, 286, 1148, 330]
section-subhead: ॥ তেরখাদা ॥	[73, 116, 118, 127]
right-rail	[1154, 115, 1518, 2325]
ad-sub-line: চাইলে রোগ দেখতে পারেন	[1374, 1606, 1489, 1619]
ad-land-house[interactable]	[1346, 511, 1518, 678]
paragraph: অনুষ্ঠানে উপস্থিত ছিলেন উপজেলা নির্বাহী অফিসার, থানার ভারপ্রাপ্ত কর্মকর্তা, মুক্তিযোদ্ধা সংসদের কমান্ডার, বিভিন্ন রাজনৈতিক দলের নেতৃবৃন্দ, শিক্ষক, সাংবাদিক ও সর্বস্তরের জনসাধারণ।	[995, 161, 1148, 205]
ad-sub-line: আধুনিক মেশিনের মাধ্যমে রোগী	[1364, 1591, 1500, 1604]
paragraph: সাংগঠনিক সম্পাদক প্রেসক্লাবের সাধারণ সম্পাদক রফিকুল ইসলাম রফিক। এছাড়া বিভিন্ন শিক্ষা প্রতিষ্ঠান আলাদাভাবে কর্মসূচি পালন করেন।	[668, 116, 821, 148]
ad-ref-ent: আর-২৪৯	[1345, 1859, 1377, 1869]
ad-ent-serial[interactable]: সিরিয়ালের জন্য ঃ ০১৭১৫-২১২৩২৭	[1378, 1819, 1485, 1852]
paragraph: যথাযোগ্য মর্যাদায় মোংলায় মহান স্বাধীনতা ও জাতীয় দিবস উদযাপিত হয়েছে। দিবসটি উপলক্ষে সূর্যোদয়ের সাথে সাথে তোপধ্বনির মাধ্যমে দিনের কর্মসূচি শুরু হয়। উপজেলা প্রশাসনের আয়োজনে শহীদ মিনারে পুষ্পস্তবক অর্পণ করা হয়। পরে জাতীয় পতাকা উত্তোলন, কুচকাওয়াজ ও ডিসপ্লে অনুষ্ঠিত হয়।	[341, 116, 495, 193]
